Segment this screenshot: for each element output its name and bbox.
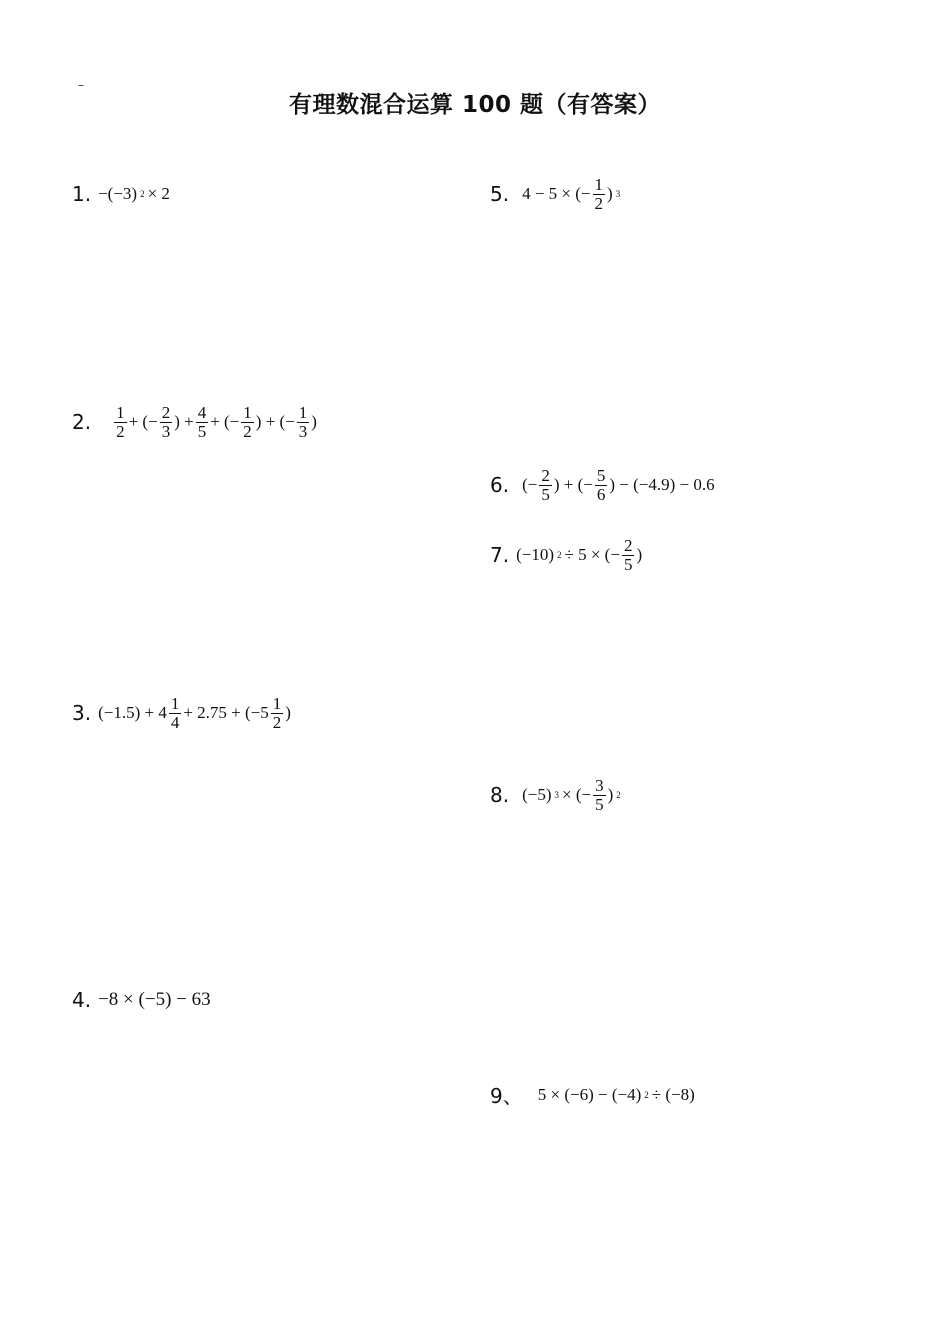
expression-text: + (− [210, 412, 240, 432]
fraction-numerator: 3 [595, 776, 604, 795]
problem-2 [72, 404, 318, 441]
problem-expression [515, 537, 643, 574]
fraction-denominator: 2 [272, 712, 282, 732]
problem-expression [113, 404, 318, 441]
exponent: 2 [140, 189, 145, 199]
expression-text: ) [607, 785, 614, 805]
expression-text: ) [311, 412, 317, 432]
expression-text: + (− [128, 412, 158, 432]
problem-number: 7. [490, 543, 510, 568]
fraction-denominator: 4 [170, 712, 180, 732]
fraction [241, 404, 254, 441]
fraction-numerator: 4 [197, 403, 207, 422]
fraction [271, 695, 284, 732]
fraction-denominator: 5 [595, 794, 604, 814]
expression-text: 5 × (−6) − (−4) [537, 1084, 642, 1104]
problem-7 [490, 537, 643, 574]
expression-text: ) [607, 184, 613, 204]
problem-number: 1. [72, 182, 92, 206]
expression-text: (−10) [516, 545, 555, 565]
fraction-numerator: 2 [161, 403, 171, 422]
expression-text: × 2 [147, 184, 170, 203]
problem-number: 9、 [490, 1084, 523, 1108]
expression-text: ) + [174, 412, 194, 432]
fraction-numerator: 1 [116, 403, 125, 422]
fraction-denominator: 5 [623, 554, 633, 574]
problem-9 [490, 1080, 696, 1109]
fraction-denominator: 5 [197, 421, 207, 441]
expression-text: ÷ (−8) [651, 1084, 695, 1104]
problem-expression [97, 695, 292, 732]
problem-1 [72, 182, 171, 206]
fraction-numerator: 1 [298, 403, 308, 422]
fraction-numerator: 1 [272, 694, 282, 713]
problem-8 [490, 777, 623, 814]
problem-expression [97, 184, 171, 204]
corner-mark: – [78, 78, 84, 92]
expression-text: −(−3) [98, 184, 138, 203]
expression-text: ) − (−4.9) − 0.6 [609, 475, 715, 495]
expression-text: (−5) [522, 785, 552, 805]
fraction [169, 695, 182, 732]
fraction-denominator: 3 [161, 421, 171, 441]
fraction-denominator: 2 [594, 193, 604, 213]
fraction-numerator: 2 [623, 536, 633, 555]
problem-number: 6. [490, 473, 510, 498]
expression-text: ) + (− [553, 475, 593, 495]
expression-text: ) [285, 703, 291, 723]
fraction [595, 467, 608, 504]
expression-text: × (− [562, 785, 592, 805]
fraction-denominator: 3 [298, 421, 308, 441]
fraction-denominator: 5 [541, 484, 550, 504]
fraction [196, 404, 209, 441]
problem-expression [97, 989, 212, 1011]
expression-text: 4 − 5 × (− [522, 184, 591, 204]
fraction-numerator: 2 [541, 466, 550, 485]
expression-text: ÷ 5 × (− [564, 545, 620, 565]
fraction [160, 404, 173, 441]
exponent: 3 [615, 189, 621, 200]
problem-expression [521, 467, 716, 504]
fraction-numerator: 1 [594, 175, 604, 194]
page-title: 有理数混合运算 100 题（有答案） [288, 92, 662, 118]
expression-text: −8 × (−5) − 63 [98, 989, 211, 1010]
expression-text: + 2.75 + (−5 [183, 703, 269, 723]
fraction [593, 777, 606, 814]
problem-number: 8. [490, 783, 510, 808]
fraction [114, 404, 127, 441]
problem-expression [521, 777, 623, 814]
exponent: 2 [644, 1089, 649, 1100]
problem-6 [490, 467, 716, 504]
fraction-denominator: 2 [243, 421, 252, 441]
problem-number: 3. [72, 701, 92, 726]
problem-number: 4. [72, 988, 92, 1012]
fraction [593, 176, 606, 213]
fraction-numerator: 1 [243, 403, 252, 422]
problem-5 [490, 176, 622, 213]
fraction-denominator: 6 [596, 484, 606, 504]
exponent: 3 [554, 790, 560, 801]
problem-expression [537, 1085, 696, 1105]
fraction [539, 467, 552, 504]
fraction [297, 404, 310, 441]
expression-text: ) + (− [255, 412, 295, 432]
fraction-numerator: 1 [170, 694, 180, 713]
expression-text: ) [636, 545, 643, 565]
fraction-denominator: 2 [116, 421, 125, 441]
expression-text: (− [522, 475, 538, 495]
problem-expression [521, 176, 622, 213]
problem-number: 2. [72, 410, 92, 435]
problem-3 [72, 695, 292, 732]
problem-4 [72, 988, 212, 1012]
exponent: 2 [616, 790, 621, 801]
problem-number: 5. [490, 182, 510, 207]
fraction [622, 537, 635, 574]
exponent: 2 [557, 550, 562, 561]
fraction-numerator: 5 [596, 466, 606, 485]
expression-text: (−1.5) + 4 [98, 703, 167, 723]
